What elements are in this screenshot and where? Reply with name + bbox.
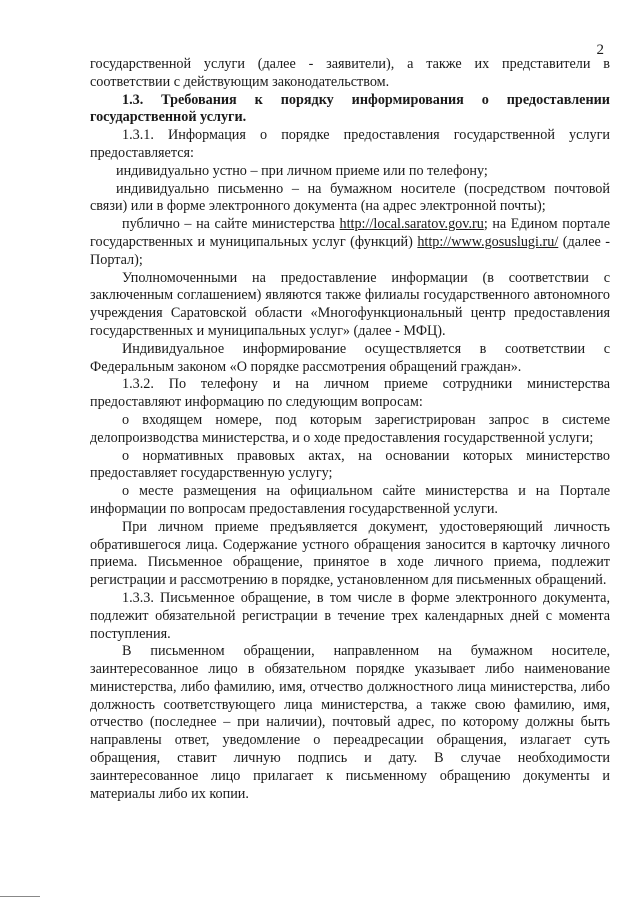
list-item-public [90, 216, 610, 269]
ministry-site-link[interactable]: http://local.saratov.gov.ru [339, 216, 484, 233]
document-body [90, 56, 610, 803]
paragraph-written-appeal: В письменном обращении, направленном на бумажном носителе, заинтересованное лицо в обязательном порядке указывает либо наименование министерства, либо фамилию, имя, отчество должностного лица министерства, либо должность соответствующего лица министерства, а также свою фамилию, имя, отчество (последнее – при наличии), почтовый адрес, по которому должны быть направлены ответ, уведомление о переадресации обращения, излагает суть обращения, ставит личную подпись и дату. В случае необходимости заинтересованное лицо прилагает к письменному обращению документы и материалы либо их копии. [90, 643, 610, 802]
paragraph-1-3-1: 1.3.1. Информация о порядке предоставления государственной услуги предоставляется: [90, 127, 610, 161]
list-item-site-placement: о месте размещения на официальном сайте министерства и на Портале информации по вопросам предоставления государственной услуги. [90, 483, 610, 517]
public-text-c: (далее - Портал); [90, 233, 611, 268]
paragraph-mfc: Уполномоченными на предоставление информации (в соответствии с заключенным соглашением) являются также филиалы государственного автономного учреждения Саратовской области «Многофункциональный центр предоставления государственных и муниципальных услуг» (далее - МФЦ). [90, 269, 610, 339]
public-text-b: ; на Едином портале государственных и муниципальных услуг (функций) [90, 216, 610, 250]
paragraph-individual-info: Индивидуальное информирование осуществляется в соответствии с Федеральным законом «О порядке рассмотрения обращений граждан». [90, 340, 610, 375]
list-item-incoming-number: о входящем номере, под которым зарегистрирован запрос в системе делопроизводства министерства, и о ходе предоставления государственной услуги; [90, 411, 610, 446]
paragraph-1-3-2: 1.3.2. По телефону и на личном приеме сотрудники министерства предоставляют информацию по следующим вопросам: [90, 376, 610, 411]
gosuslugi-link[interactable]: http://www.gosuslugi.ru/ [417, 233, 559, 250]
list-item-oral: индивидуально устно – при личном приеме или по телефону; [116, 162, 488, 179]
page-number: 2 [596, 42, 604, 58]
list-item-legal-acts: о нормативных правовых актах, на основании которых министерство предоставляет государственную услугу; [90, 447, 610, 482]
list-item-written: индивидуально письменно – на бумажном носителе (посредством почтовой связи) или в форме электронного документа (на адрес электронной почты); [90, 180, 610, 215]
paragraph-personal-reception: При личном приеме предъявляется документ, удостоверяющий личность обратившегося лица. Содержание устного обращения заносится в карточку личного приема. Письменное обращение, принятое в ходе личного приема, подлежит регистрации и рассмотрению в порядке, установленном для письменных обращений. [90, 518, 610, 589]
paragraph-1-3-3: 1.3.3. Письменное обращение, в том числе в форме электронного документа, подлежит обязательной регистрации в течение трех календарных дней с момента поступления. [90, 589, 610, 642]
scan-edge-mark [0, 896, 40, 897]
section-heading: 1.3. Требования к порядку информирования о предоставлении государственной услуги. [90, 91, 610, 126]
public-text-a: публично – на сайте министерства [122, 216, 340, 233]
paragraph-continuation: государственной услуги (далее - заявители), а также их представители в соответствии с действующим законодательством. [90, 56, 610, 90]
